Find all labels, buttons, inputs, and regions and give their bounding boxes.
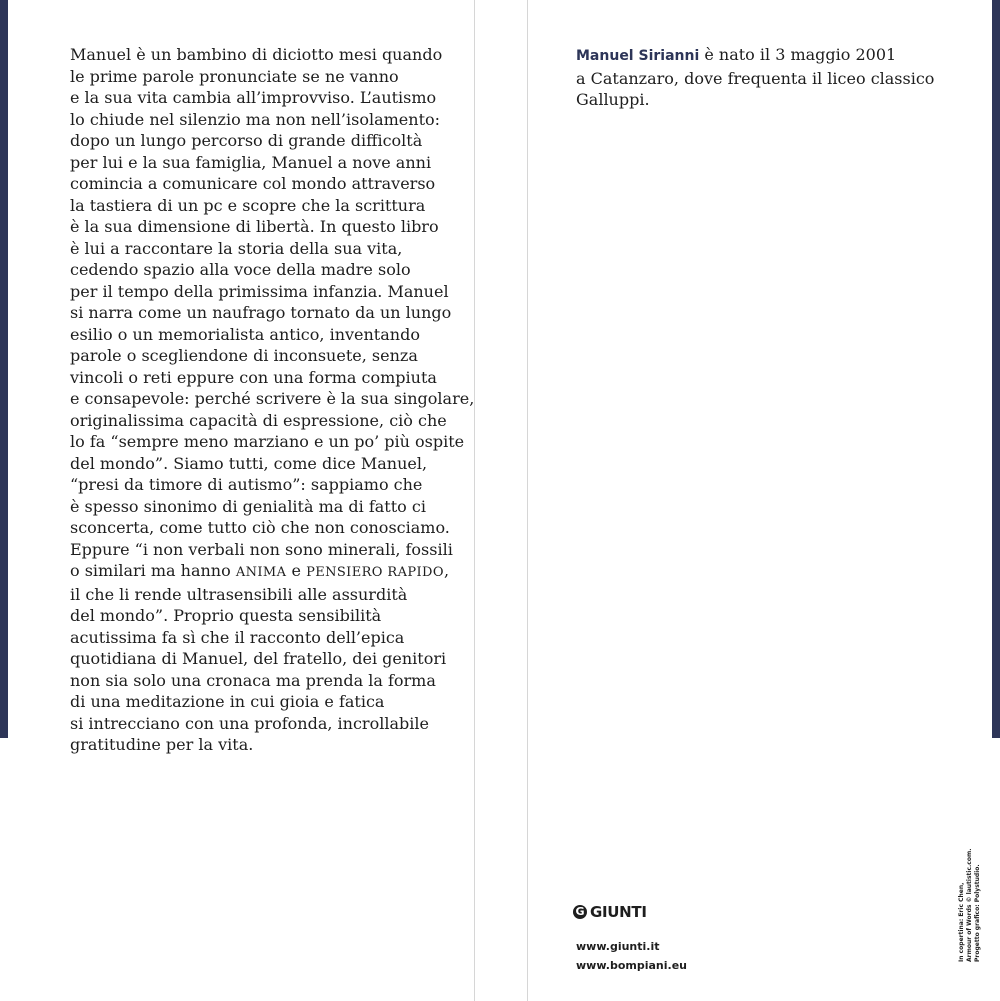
text-line: quotidiana di Manuel, del fratello, dei genitori [70,649,447,668]
bio-line [576,44,936,68]
text-line: gratitudine per la vita. [70,735,254,754]
credit-line: In copertina: Eric Chen, [958,882,965,962]
text-line: si narra come un naufrago tornato da un lungo [70,303,452,322]
spine-fold-line [474,0,475,1001]
text-line: acutissima fa sì che il racconto dell’epica [70,627,405,647]
text-line: è lui a raccontare la storia della sua vita, [70,238,403,258]
text-line: del mondo”. Siamo tutti, come dice Manuel, [70,453,428,473]
text-line: si intrecciano con una profonda, incrollabile [70,713,429,733]
text-line: “presi da timore di autismo”: sappiamo che [70,475,423,494]
text-line: la tastiera di un pc e scopre che la scrittura [70,195,426,215]
text-line: e la sua vita cambia all’improvviso. L’autismo [70,88,437,107]
right-edge-band [992,0,1000,738]
small-caps-text: ANIMA [235,565,287,580]
text-line: vincoli o reti eppure con una forma compiuta [70,367,437,387]
publisher-name: GIUNTI [590,903,647,921]
text-line: per il tempo della primissima infanzia. Manuel [70,281,449,301]
text-line [70,560,470,584]
flap-fold-line [527,0,528,1001]
bio-line: Galluppi. [576,90,650,109]
text-line: cedendo spazio alla voce della madre solo [70,260,411,279]
giunti-website-link[interactable]: www.giunti.it [576,940,660,953]
author-bio [576,44,936,111]
text-line: Eppure “i non verbali non sono minerali, fossili [70,539,453,559]
giunti-logo-icon: G [573,905,587,919]
cover-credits [958,849,982,963]
small-caps-text: PENSIERO RAPIDO [306,565,444,580]
text-line: lo fa “sempre meno marziano e un po’ più ospite [70,432,465,451]
bompiani-website-link[interactable]: www.bompiani.eu [576,959,687,972]
text-line: di una meditazione in cui gioia e fatica [70,692,385,711]
author-name: Manuel Sirianni [576,48,700,64]
text-segment: , [443,561,450,580]
text-line: le prime parole pronunciate se ne vanno [70,66,399,86]
text-segment: e [286,561,307,580]
credit-line: Armour of Words © lautistic.com. [966,848,973,962]
text-line: esilio o un memorialista antico, inventando [70,324,420,344]
text-line: sconcerta, come tutto ciò che non conosciamo. [70,518,450,537]
bio-line: a Catanzaro, dove frequenta il liceo classico [576,68,935,88]
text-line: il che li rende ultrasensibili alle assurdità [70,584,408,604]
text-line: e consapevole: perché scrivere è la sua singolare, [70,389,475,408]
bio-text: è nato il 3 maggio 2001 [699,45,897,64]
text-line: dopo un lungo percorso di grande difficoltà [70,131,423,150]
text-line: lo chiude nel silenzio ma non nell’isolamento: [70,109,441,129]
text-line: parole o scegliendone di inconsuete, senza [70,346,418,365]
back-cover-text [70,44,475,756]
publisher-links [576,937,687,975]
text-line: per lui e la sua famiglia, Manuel a nove anni [70,152,432,172]
text-line: non sia solo una cronaca ma prenda la forma [70,670,436,690]
text-line: comincia a comunicare col mondo attraverso [70,174,436,193]
publisher-logo [573,903,647,921]
text-line: originalissima capacità di espressione, ciò che [70,410,447,430]
text-line: Manuel è un bambino di diciotto mesi quando [70,45,443,64]
text-line: è la sua dimensione di libertà. In questo libro [70,217,439,236]
text-segment: o similari ma hanno [70,561,236,580]
text-line: del mondo”. Proprio questa sensibilità [70,606,382,625]
text-line: è spesso sinonimo di genialità ma di fatto ci [70,496,426,516]
credit-line: Progetto grafico: Polystudio. [974,864,981,962]
left-edge-band [0,0,8,738]
